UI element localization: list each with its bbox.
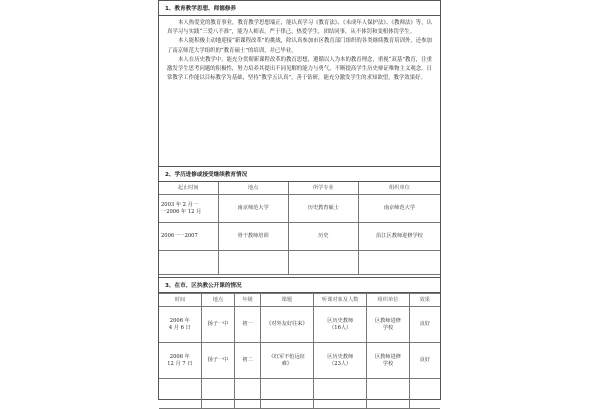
column-header: 课题 [260,294,313,307]
paragraph: 本人热爱党的教育事业，教育教学思想端正，能认真学习《教育法》、《未成年人保护法》、《教师法》等，认真学习与实践“三爱八不准”，能为人师表，严于律己，热爱学生，团结同事，从不体罚和变相体罚学生。 [167,20,432,36]
section-title: 2、学历进修或接受继续教育情况 [159,167,440,182]
org-line: 学校 [382,324,394,331]
org-cell: 南京师范大学 [359,195,441,223]
topic-cell [260,343,313,379]
form-page [158,0,441,400]
org-cell: 沿江区教师进修学校 [359,223,441,251]
topic-cell: 《对外友好往来》 [260,307,313,343]
audience-cell [314,343,367,379]
column-header: 所学专业 [288,182,358,195]
place-cell: 扬子一中 [201,343,235,379]
column-header: 时间 [159,294,201,307]
section-education-history [159,166,440,278]
org-cell [367,307,409,343]
table-header-row [159,182,440,195]
section-public-lessons [159,277,440,401]
table-row-empty [159,251,440,275]
date-line: 2006 年 [169,353,190,360]
column-header: 年级 [235,294,260,307]
effect-cell: 良好 [409,307,440,343]
table-row [159,343,440,379]
paragraph: 本人在历史教学中，能充分贯彻新课程改革的教育思想，遵循以人为本的教育理念，重视“双基”教育，注重激发学生思考问题的积极性，努力培养其提出不同见解的能力与勇气，不断提高学生历史辩证唯物主义观念。日常教学工作能以目标教学为基础，坚持“教学五认真”，善于钻研，能充分激发学生的求知欲望，教学效果好。 [167,56,432,82]
time-cell [159,195,218,223]
public-lessons-table [159,293,440,409]
table-row [159,195,440,223]
time-line: 2003 年 2 月一 [161,201,199,208]
date-line: 2006 年 [169,317,190,324]
audience-line: （23人） [329,360,352,367]
time-cell: 2006一一2007 [159,223,218,251]
grade-cell: 初二 [235,343,260,379]
date-cell [159,343,201,379]
column-header: 效果 [409,294,440,307]
major-cell: 历史 [288,223,358,251]
section-title: 1、教育教学思想、师德修养 [159,0,440,16]
major-cell: 历史教育硕士 [288,195,358,223]
section-title: 3、在市、区执教公开课的情况 [159,278,440,293]
date-cell [159,307,201,343]
audience-line: （16人） [329,324,352,331]
org-cell [367,343,409,379]
org-line: 区教师进修 [374,353,401,360]
time-line: 一2006 年 12 月 [161,208,202,215]
audience-line: 区历史教师 [327,317,354,324]
org-line: 区教师进修 [374,317,401,324]
date-line: 4 月 6 日 [168,324,191,331]
date-line: 12 月 7 日 [167,360,193,367]
table-header-row [159,294,440,307]
column-header: 听课对象及人数 [314,294,367,307]
column-header: 地点 [218,182,288,195]
table-row-empty [159,379,440,409]
audience-cell [314,307,367,343]
place-cell: 扬子一中 [201,307,235,343]
topic-line: 《红军不怕远征 [268,353,305,360]
section-body [159,16,440,83]
paragraph: 本人能积极主动地迎接“新课程改革”的挑战，除认真参加市区教育部门组织的各类继续教育培训外，还参加了南京师范大学组织的“教育硕士”的培训，并已毕业。 [167,38,432,54]
topic-line: 难》 [281,360,293,367]
education-table [159,182,440,275]
audience-line: 区历史教师 [327,353,354,360]
column-header: 组织单位 [367,294,409,307]
column-header: 起止时间 [159,182,218,195]
section-teaching-philosophy [159,0,440,166]
org-line: 学校 [382,360,394,367]
column-header: 地点 [201,294,235,307]
grade-cell: 初一 [235,307,260,343]
effect-cell: 良好 [409,343,440,379]
place-cell: 南京师范大学 [218,195,288,223]
column-header: 组织单位 [359,182,441,195]
place-cell: 骨干教师培训 [218,223,288,251]
table-row [159,307,440,343]
table-row [159,223,440,251]
